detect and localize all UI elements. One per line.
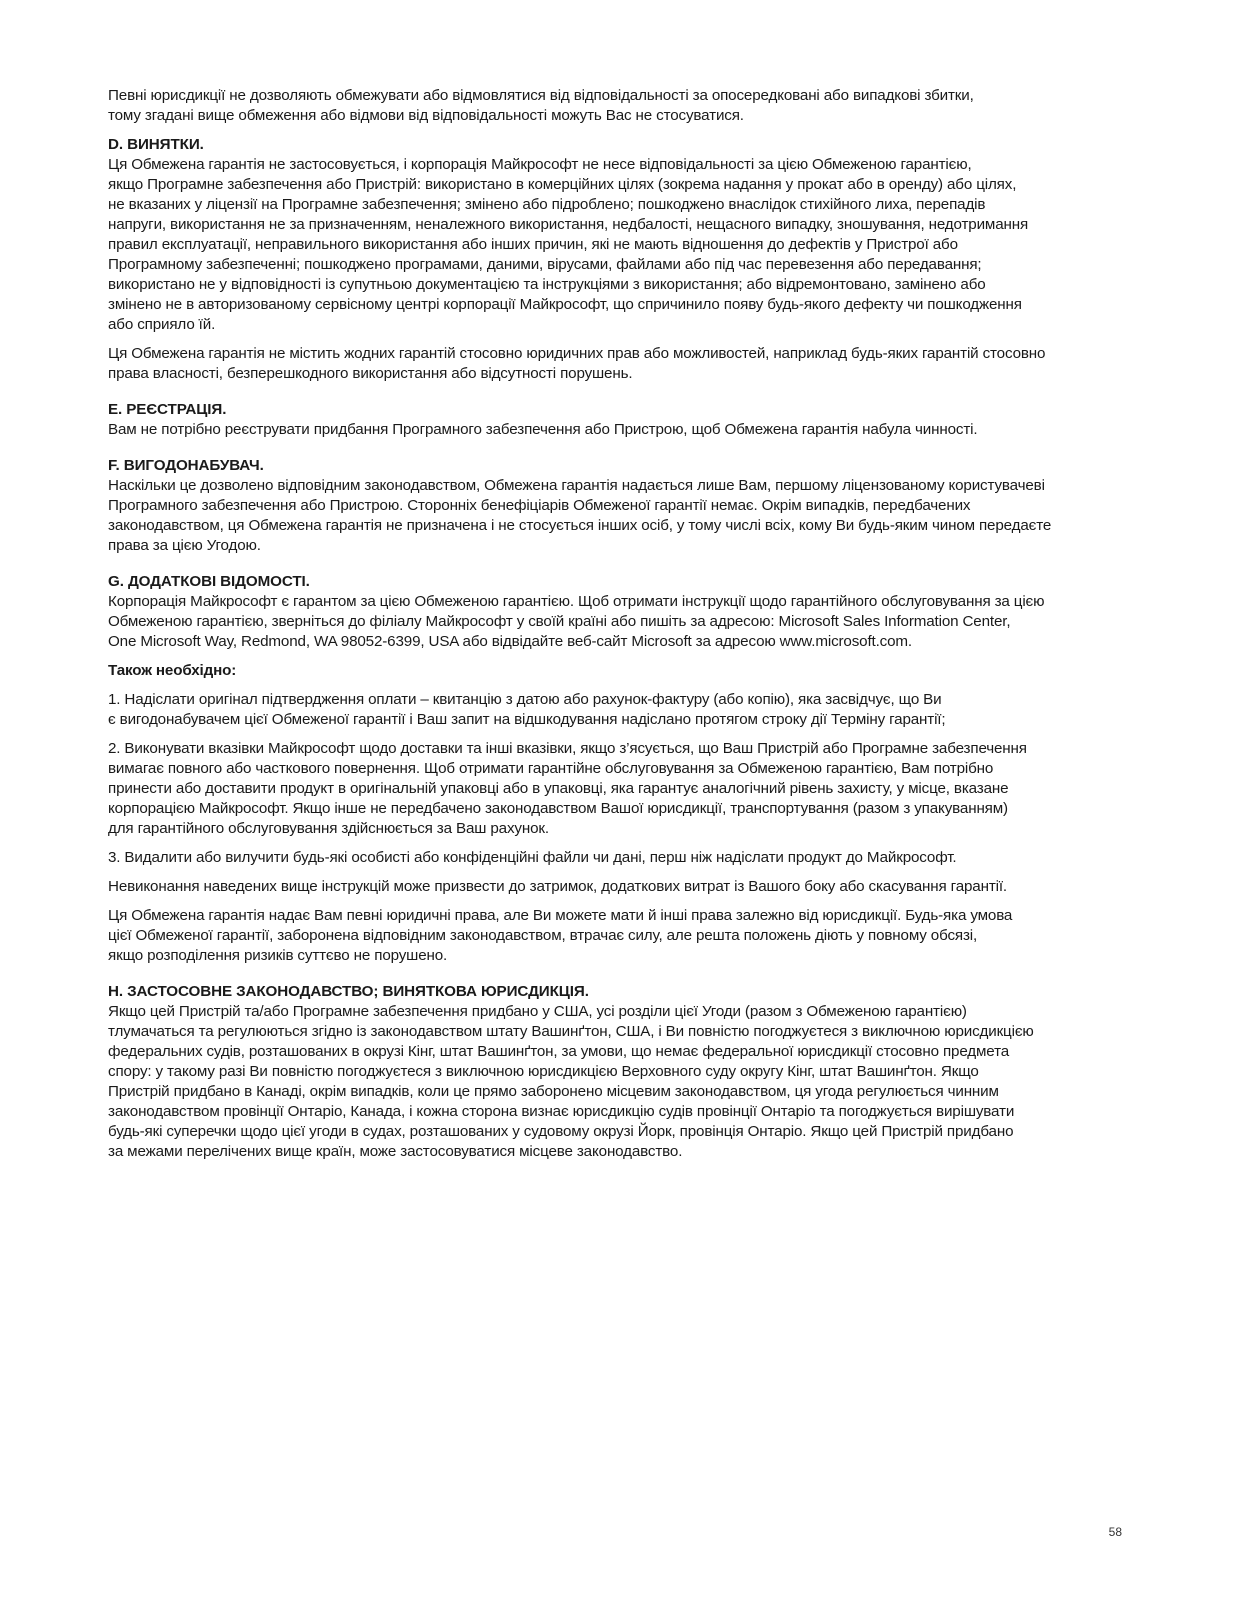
section-g-list-item-2: 2. Виконувати вказівки Майкрософт щодо доставки та інші вказівки, якщо з’ясується, що Ваш Пристрій або Програмне забезпечення вимагає повного або часткового повернення. Щоб отримати гарантійне обслуговування за Обмеженою гарантією, Вам потрібно принести або доставити продукт в оригінальній упаковці або в упаковці, яка гарантує аналогічний рівень захисту, у місце, вказане корпорацією Майкрософт. Якщо інше не передбачено законодавством Вашої юрисдикції, транспортування (разом з упакуванням) для гарантійного обслуговування здійснюється за Ваш рахунок.	[108, 740, 1027, 837]
section-g-paragraph-2: Невиконання наведених вище інструкцій може призвести до затримок, додаткових витрат із Вашого боку або скасування гарантії.	[108, 878, 1007, 895]
section-d-exceptions	[108, 135, 1120, 384]
section-h-paragraph-1: Якщо цей Пристрій та/або Програмне забезпечення придбано у США, усі розділи цієї Угоди (разом з Обмеженою гарантією) тлумачаться та регулюються згідно із законодавством штату Вашинґтон, США, і Ви повністю погоджуєтеся з виключною юрисдикцією федеральних судів, розташованих в окрузі Кінг, штат Вашинґтон, за умови, що немає федеральної юрисдикції стосовно предмета спору: у такому разі Ви повністю погоджуєтеся з виключною юрисдикцією Верховного суду округу Кінг, штат Вашинґтон. Якщо Пристрій придбано в Канаді, окрім випадків, коли це прямо заборонено місцевим законодавством, ця угода регулюється чинним законодавством провінції Онтаріо, Канада, і кожна сторона визнає юрисдикцію судів провінції Онтаріо та погоджується вирішувати будь-які суперечки щодо цієї угоди в судах, розташованих у судовому окрузі Йорк, провінція Онтаріо. Якщо цей Пристрій придбано за межами перелічених вище країн, може застосовуватися місцеве законодавство.	[108, 1003, 1034, 1160]
section-g-list-item-3: 3. Видалити або вилучити будь-які особисті або конфіденційні файли чи дані, перш ніж надіслати продукт до Майкрософт.	[108, 849, 957, 866]
page-number: 58	[1108, 1525, 1122, 1539]
section-d-paragraph-2: Ця Обмежена гарантія не містить жодних гарантій стосовно юридичних прав або можливостей, наприклад будь-яких гарантій стосовно права власності, безперешкодного використання або відсутності порушень.	[108, 345, 1046, 382]
section-e-registration	[108, 400, 1120, 440]
section-e-heading: E. РЕЄСТРАЦІЯ.	[108, 401, 227, 418]
section-g-heading: G. ДОДАТКОВІ ВІДОМОСТІ.	[108, 573, 310, 590]
section-f-beneficiary	[108, 456, 1120, 556]
section-g-paragraph-3: Ця Обмежена гарантія надає Вам певні юридичні права, але Ви можете мати й інші права залежно від юрисдикції. Будь-яка умова цієї Обмеженої гарантії, заборонена відповідним законодавством, втрачає силу, але решта положень діють у повному обсязі, якщо розподілення ризиків суттєво не порушено.	[108, 907, 1013, 964]
section-f-paragraph-1: Наскільки це дозволено відповідним законодавством, Обмежена гарантія надається лише Вам, першому ліцензованому користувачеві Програмного забезпечення або Пристрою. Сторонніх бенефіціарів Обмеженої гарантії немає. Окрім випадків, передбачених законодавством, ця Обмежена гарантія не призначена і не стосується інших осіб, у тому числі всіх, кому Ви будь-яким чином передаєте права за цією Угодою.	[108, 477, 1052, 554]
section-e-paragraph-1: Вам не потрібно реєструвати придбання Програмного забезпечення або Пристрою, щоб Обмежена гарантія набула чинності.	[108, 421, 978, 438]
intro-paragraph: Певні юрисдикції не дозволяють обмежувати або відмовлятися від відповідальності за опосередковані або випадкові збитки, тому згадані вище обмеження або відмови від відповідальності можуть Вас не стосуватися.	[108, 87, 974, 124]
section-f-heading: F. ВИГОДОНАБУВАЧ.	[108, 457, 264, 474]
section-g-additional-info	[108, 572, 1120, 966]
section-h-heading: H. ЗАСТОСОВНЕ ЗАКОНОДАВСТВО; ВИНЯТКОВА ЮРИСДИКЦІЯ.	[108, 983, 589, 1000]
section-g-list-item-1: 1. Надіслати оригінал підтвердження оплати – квитанцію з датою або рахунок-фактуру (або копію), яка засвідчує, що Ви є вигодонабувачем цієї Обмеженої гарантії і Ваш запит на відшкодування надіслано протягом строку дії Терміну гарантії;	[108, 691, 946, 728]
document-body	[108, 86, 1120, 1171]
section-d-paragraph-1: Ця Обмежена гарантія не застосовується, і корпорація Майкрософт не несе відповідальності за цією Обмеженою гарантією, якщо Програмне забезпечення або Пристрій: використано в комерційних цілях (зокрема надання у прокат або в оренду) або цілях, не вказаних у ліцензії на Програмне забезпечення; змінено або підроблено; пошкоджено внаслідок стихійного лиха, перепадів напруги, використання не за призначенням, неналежного використання, недбалості, нещасного випадку, зношування, недотримання правил експлуатації, неправильного використання або інших причин, які не мають відношення до дефектів у Пристрої або Програмному забезпеченні; пошкоджено програмами, даними, вірусами, файлами або під час перевезення або передавання; використано не у відповідності із супутньою документацією та інструкціями з використання; або відремонтовано, замінено або змінено не в авторизованому сервісному центрі корпорації Майкрософт, що спричинило появу будь-якого дефекту чи пошкодження або сприяло їй.	[108, 156, 1029, 333]
section-h-governing-law	[108, 982, 1120, 1162]
section-g-subheading: Також необхідно:	[108, 662, 237, 679]
section-g-paragraph-1: Корпорація Майкрософт є гарантом за цією Обмеженою гарантією. Щоб отримати інструкції щодо гарантійного обслуговування за цією Обмеженою гарантією, зверніться до філіалу Майкрософт у своїй країні або пишіть за адресою: Microsoft Sales Information Center, One Microsoft Way, Redmond, WA 98052-6399, USA або відвідайте веб-сайт Microsoft за адресою www.microsoft.com.	[108, 593, 1045, 650]
section-d-heading: D. ВИНЯТКИ.	[108, 136, 204, 153]
